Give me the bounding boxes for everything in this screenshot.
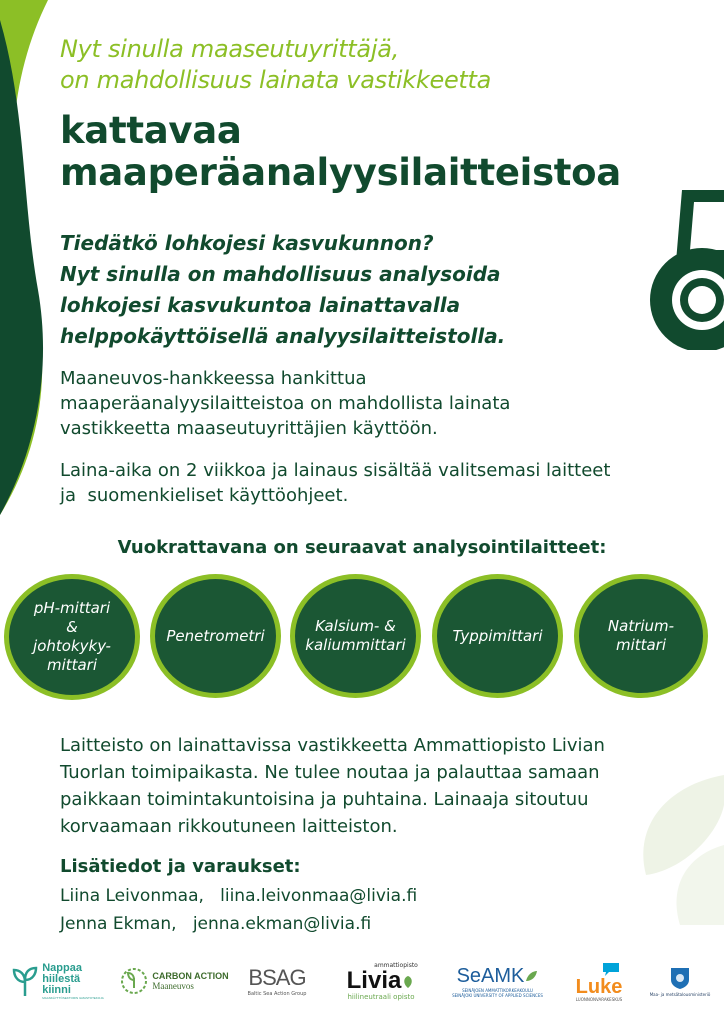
leaf-decoration <box>628 775 724 925</box>
luke-sub: LUONNONVARAKESKUS <box>575 996 623 1002</box>
question-line-3: lohkojesi kasvukuntoa lainattavalla <box>60 293 461 317</box>
device-label: Kalsium- & kaliummittari <box>305 617 406 654</box>
leaf-circle-icon <box>119 966 149 996</box>
page-title <box>60 110 621 194</box>
device-calcium-potassium-meter <box>290 574 421 698</box>
paragraph-1 <box>60 366 510 441</box>
paragraph-1-line-2: maaperäanalyysilaitteistoa on mahdollista lainata <box>60 393 511 414</box>
ministry-logo <box>638 955 722 1007</box>
contact-name: Liina Leivonmaa, <box>60 886 204 906</box>
intro-text <box>60 34 491 96</box>
bsag-name: BSAG <box>248 965 306 990</box>
carbon-action-title: CARBON ACTION <box>152 971 229 981</box>
device-label: Penetrometri <box>166 626 265 645</box>
luke-name: Luke <box>575 975 623 998</box>
nappaa-hiilesta-kiinni-logo <box>8 955 108 1007</box>
contact-email[interactable]: liina.leivonmaa@livia.fi <box>220 886 418 906</box>
paragraph-3-line-1: Laitteisto on lainattavissa vastikkeetta Ammattiopisto Livian <box>60 735 605 756</box>
paragraph-2 <box>60 458 610 508</box>
contact-email[interactable]: jenna.ekman@livia.fi <box>192 914 372 934</box>
nappaa-line-1: Nappaa <box>42 961 82 974</box>
nappaa-line-2: hiilestä <box>42 972 81 985</box>
device-penetrometer <box>150 574 281 698</box>
contact-name: Jenna Ekman, <box>60 914 177 934</box>
contact-row <box>60 914 371 934</box>
question-line-1: Tiedätkö lohkojesi kasvukunnon? <box>60 231 434 255</box>
livia-logo <box>330 955 432 1007</box>
bsag-logo <box>244 955 310 1007</box>
leaf-icon <box>524 969 538 983</box>
nappaa-line-3: kiinni <box>42 983 71 996</box>
leaf-icon <box>401 974 415 988</box>
luke-logo <box>566 955 632 1007</box>
carbon-action-sub: Maaneuvos <box>152 981 194 991</box>
paragraph-1-line-3: vastikkeetta maaseutuyrittäjien käyttöön. <box>60 418 438 439</box>
intro-line-2: on mahdollisuus lainata vastikkeetta <box>60 66 492 94</box>
device-sodium-meter <box>574 574 708 698</box>
paragraph-1-line-1: Maaneuvos-hankkeessa hankittua <box>60 368 367 389</box>
device-ph-meter <box>4 574 140 700</box>
question-line-4: helppokäyttöisellä analyysilaitteistolla. <box>60 324 506 348</box>
plant-icon <box>12 966 38 996</box>
livia-top: ammattiopisto <box>374 961 418 969</box>
seamk-sub-2: SEINÄJOKI UNIVERSITY OF APPLIED SCIENCES <box>452 992 543 998</box>
speech-leaf-icon <box>601 961 621 977</box>
tractor-icon <box>630 180 724 350</box>
question-line-2: Nyt sinulla on mahdollisuus analysoida <box>60 262 501 286</box>
seamk-name: SeAMK <box>456 964 525 987</box>
intro-line-1: Nyt sinulla maaseutuyrittäjä, <box>60 35 399 63</box>
ministry-name: Maa- ja metsätalousministeriö <box>649 991 711 997</box>
crest-icon <box>669 966 691 990</box>
nappaa-sub: MAANKÄYTTÖSEKTORIN ILMASTOTEKOJA <box>42 995 104 1000</box>
contacts-heading: Lisätiedot ja varaukset: <box>60 856 301 877</box>
livia-sub: hiilineutraali opisto <box>347 992 415 1001</box>
paragraph-2-line-1: Laina-aika on 2 viikkoa ja lainaus sisältää valitsemasi laitteet <box>60 460 611 481</box>
carbon-action-logo <box>113 955 235 1007</box>
title-line-2: maaperäanalyysilaitteistoa <box>60 151 621 194</box>
seamk-sub-1: SEINÄJOEN AMMATTIKORKEAKOULU <box>462 987 533 993</box>
device-label: pH-mittari & johtokyky- mittari <box>33 599 111 674</box>
paragraph-3-line-4: korvaamaan rikkoutuneen laitteiston. <box>60 816 398 837</box>
title-line-1: kattavaa <box>60 109 242 152</box>
contact-row <box>60 886 417 906</box>
paragraph-3 <box>60 732 605 840</box>
paragraph-3-line-2: Tuorlan toimipaikasta. Ne tulee noutaa ja palauttaa samaan <box>60 762 600 783</box>
seamk-logo <box>440 955 555 1007</box>
device-nitrogen-meter <box>432 574 563 698</box>
livia-name: Livia <box>346 966 402 994</box>
paragraph-2-line-2: ja suomenkieliset käyttöohjeet. <box>60 485 349 506</box>
question-text <box>60 228 505 352</box>
paragraph-3-line-3: paikkaan toimintakuntoisina ja puhtaina. Lainaaja sitoutuu <box>60 789 589 810</box>
devices-heading: Vuokrattavana on seuraavat analysointilaitteet: <box>117 537 607 558</box>
device-label: Typpimittari <box>452 626 543 645</box>
device-label: Natrium- mittari <box>607 617 675 654</box>
bsag-sub: Baltic Sea Action Group <box>247 991 307 997</box>
